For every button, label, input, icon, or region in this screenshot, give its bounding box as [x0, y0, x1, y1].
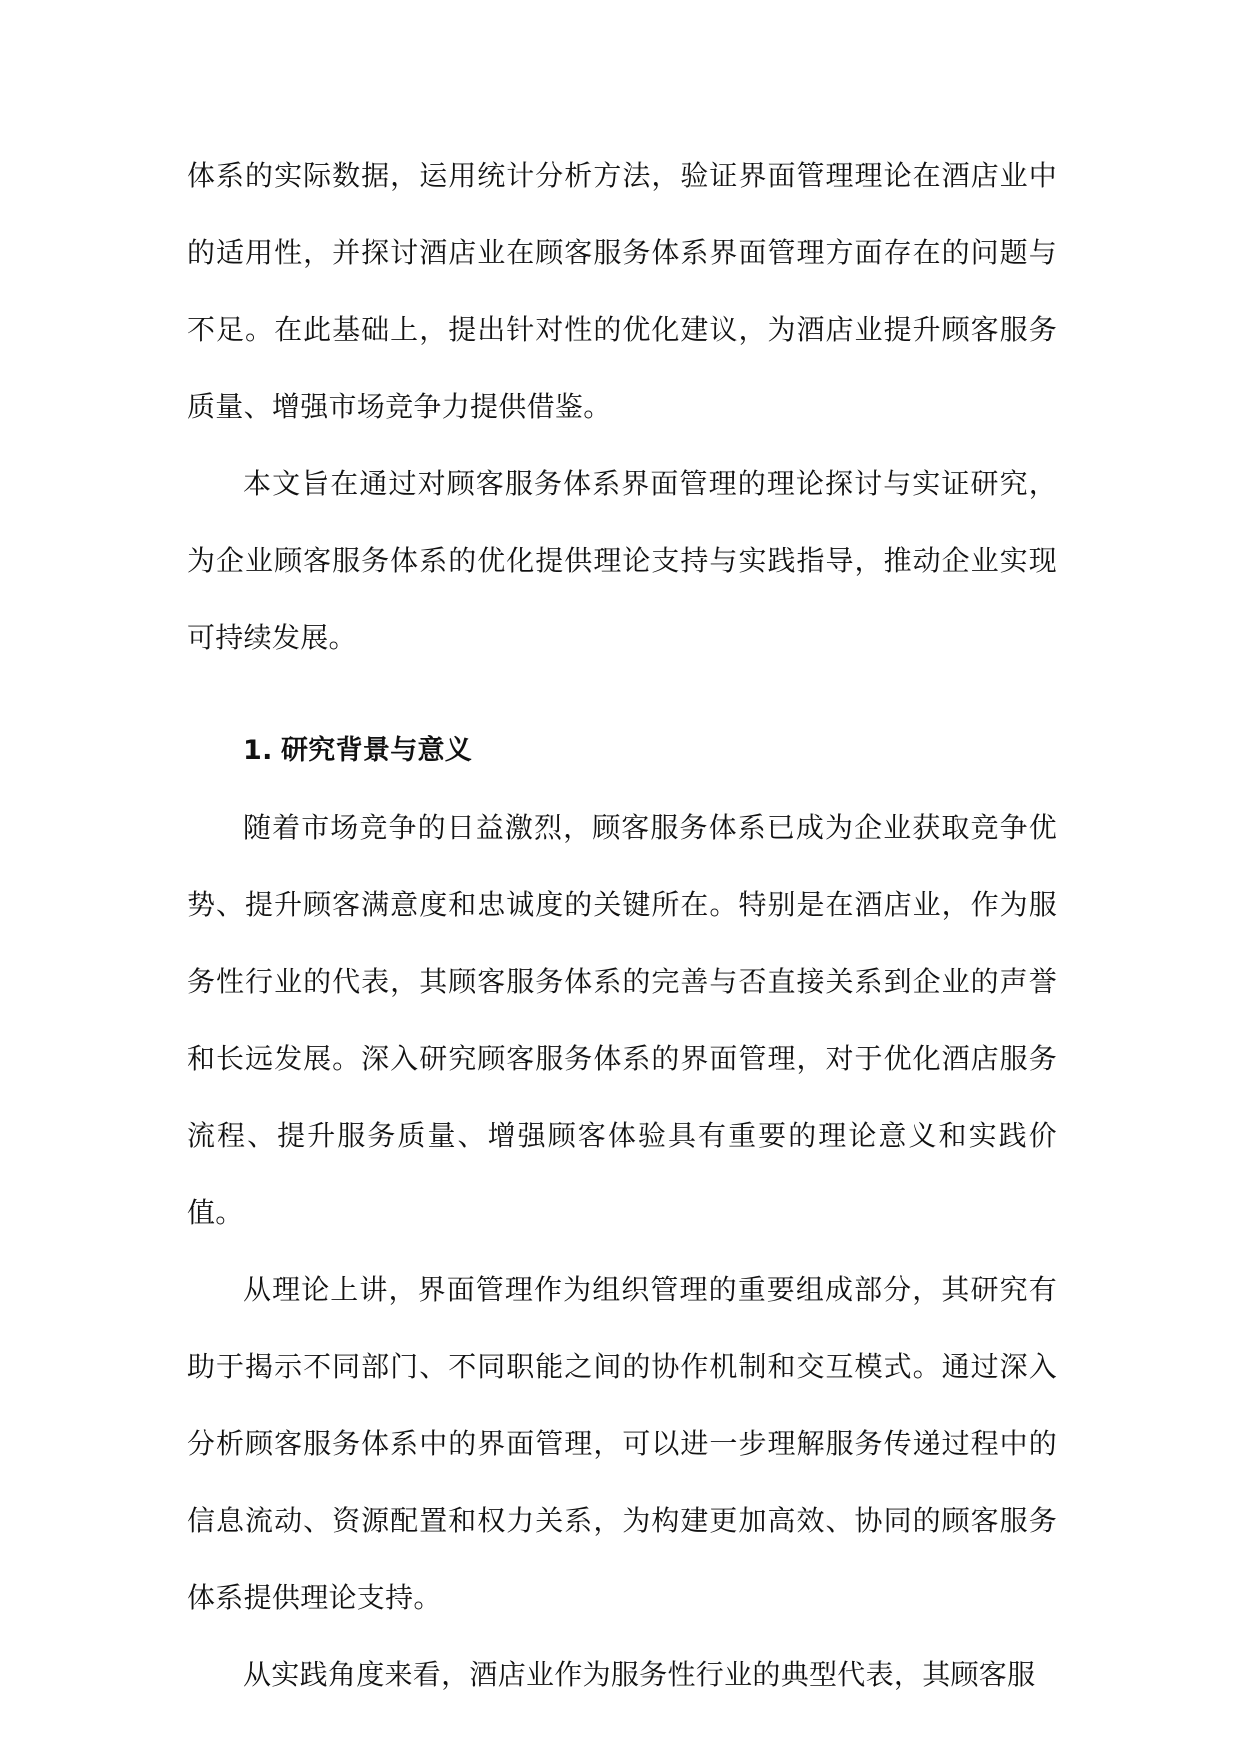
section-heading	[187, 712, 1057, 789]
document-body	[187, 137, 1057, 1713]
paragraph-practice: 从实践角度来看，酒店业作为服务性行业的典型代表，其顾客服	[243, 1658, 1036, 1691]
paragraph-background: 随着市场竞争的日益激烈，顾客服务体系已成为企业获取竞争优势、提升顾客满意度和忠诚度的关键所在。特别是在酒店业，作为服务性行业的代表，其顾客服务体系的完善与否直接关系到企业的声誉和长远发展。深入研究顾客服务体系的界面管理，对于优化酒店服务流程、提升服务质量、增强顾客体验具有重要的理论意义和实践价值。	[187, 811, 1057, 1229]
section-number: 1.	[243, 735, 273, 766]
paragraph-continuation: 体系的实际数据，运用统计分析方法，验证界面管理理论在酒店业中的适用性，并探讨酒店业在顾客服务体系界面管理方面存在的问题与不足。在此基础上，提出针对性的优化建议，为酒店业提升顾客服务质量、增强市场竞争力提供借鉴。	[187, 159, 1057, 423]
paragraph-purpose: 本文旨在通过对顾客服务体系界面管理的理论探讨与实证研究，为企业顾客服务体系的优化提供理论支持与实践指导，推动企业实现可持续发展。	[187, 467, 1057, 654]
section-title: 研究背景与意义	[281, 735, 473, 766]
paragraph-theory: 从理论上讲，界面管理作为组织管理的重要组成部分，其研究有助于揭示不同部门、不同职能之间的协作机制和交互模式。通过深入分析顾客服务体系中的界面管理，可以进一步理解服务传递过程中的信息流动、资源配置和权力关系，为构建更加高效、协同的顾客服务体系提供理论支持。	[187, 1273, 1057, 1614]
